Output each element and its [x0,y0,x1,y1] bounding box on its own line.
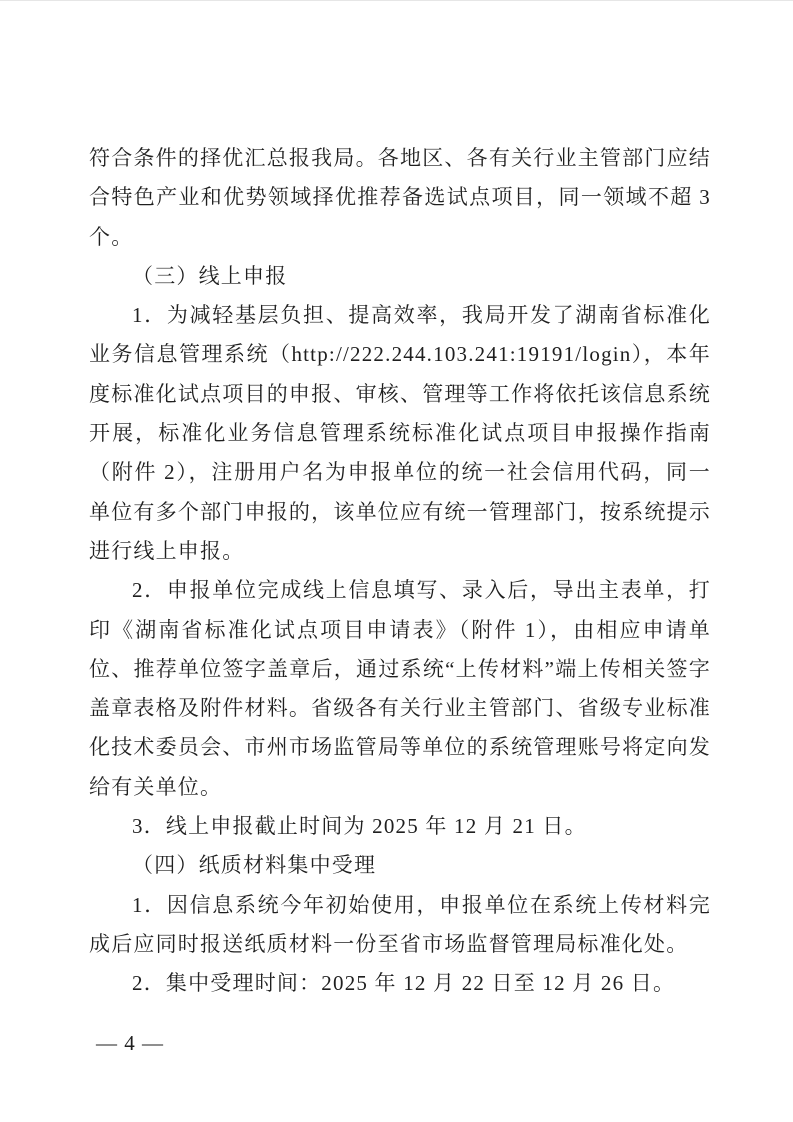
paragraph: 1．因信息系统今年初始使用，申报单位在系统上传材料完成后应同时报送纸质材料一份至省市场监督管理局标准化处。 [89,892,711,956]
paragraph: 符合条件的择优汇总报我局。各地区、各有关行业主管部门应结合特色产业和优势领域择优推荐备选试点项目，同一领域不超 3 个。 [89,146,711,249]
paragraph: 1．为减轻基层负担、提高效率，我局开发了湖南省标准化业务信息管理系统（http://222.244.103.241:19191/login），本年度标准化试点项目的申报、审核、管理等工作将依托该信息系统开展，标准化业务信息管理系统标准化试点项目申报操作指南（附件 2），注册用户名为申报单位的统一社会信用代码，同一单位有多个部门申报的，该单位应有统一管理部门，按系统提示进行线上申报。 [89,303,711,563]
paragraph: （四）纸质材料集中受理 [132,853,377,878]
page-number: — 4 — [96,1031,164,1055]
paragraph: （三）线上申报 [132,263,288,288]
paragraph: 2．集中受理时间：2025 年 12 月 22 日至 12 月 26 日。 [132,971,676,996]
document-body [89,139,711,1004]
paragraph: 3．线上申报截止时间为 2025 年 12 月 21 日。 [132,814,587,839]
paragraph: 2．申报单位完成线上信息填写、录入后，导出主表单，打印《湖南省标准化试点项目申请表》（附件 1），由相应申请单位、推荐单位签字盖章后，通过系统“上传材料”端上传相关签字盖章表格及附件材料。省级各有关行业主管部门、省级专业标准化技术委员会、市州市场监管局等单位的系统管理账号将定向发给有关单位。 [89,578,711,799]
page-top-edge [0,0,793,1]
